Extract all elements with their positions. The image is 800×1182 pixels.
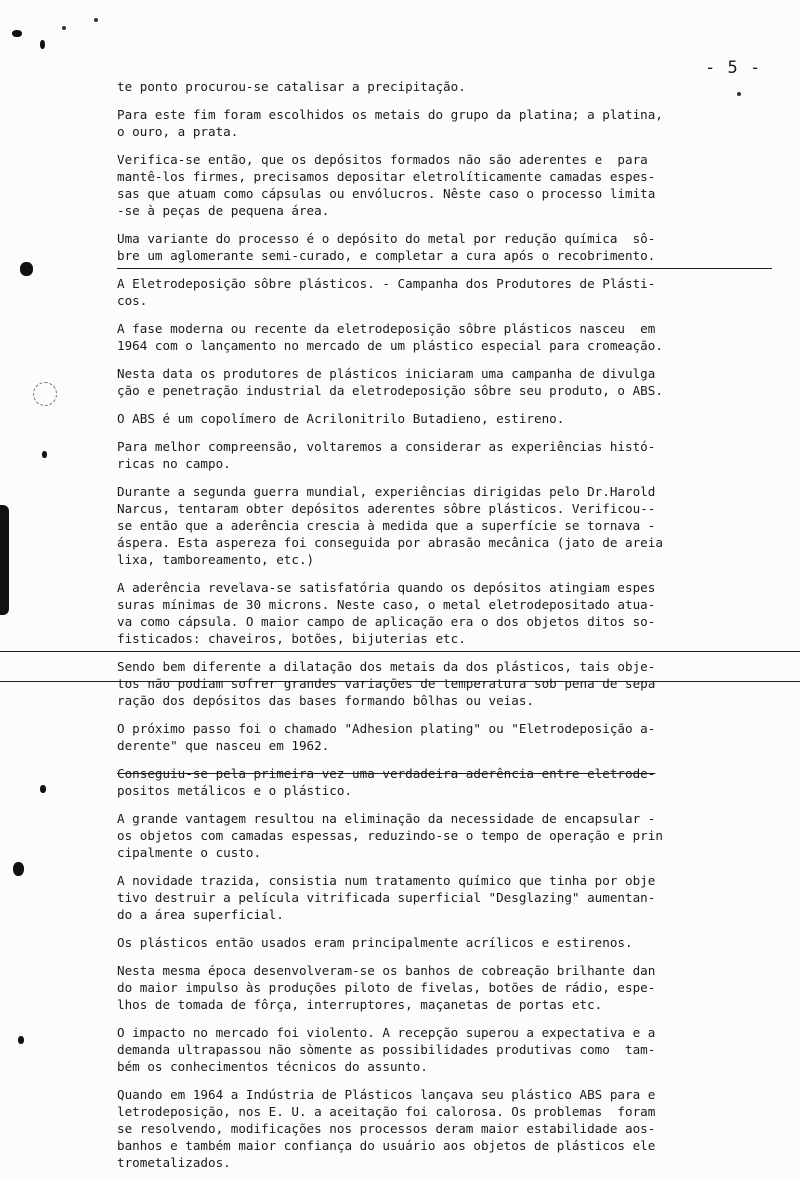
- margin-mark-6: [13, 862, 24, 876]
- text-line: A fase moderna ou recente da eletrodeposição sôbre plásticos nasceu em: [117, 321, 656, 336]
- text-line: os objetos com camadas espessas, reduzindo-se o tempo de operação e prin: [117, 828, 663, 843]
- text-line: tivo destruir a película vitrificada superficial "Desglazing" aumentan-: [117, 890, 656, 905]
- paragraph: [117, 410, 757, 427]
- text-line: Para este fim foram escolhidos os metais do grupo da platina; a platina,: [117, 107, 663, 122]
- text-line: te ponto procurou-se catalisar a precipitação.: [117, 79, 466, 94]
- text-line: cipalmente o custo.: [117, 845, 262, 860]
- text-line: Verifica-se então, que os depósitos formados não são aderentes e para: [117, 152, 648, 167]
- text-line: va como cápsula. O maior campo de aplicação era o dos objetos ditos so-: [117, 614, 656, 629]
- text-line: Conseguiu-se pela primeira vez uma verdadeira aderência entre eletrode-: [117, 766, 656, 781]
- paragraph: [117, 1024, 757, 1075]
- speck: [62, 26, 66, 30]
- text-line: A grande vantagem resultou na eliminação da necessidade de encapsular -: [117, 811, 656, 826]
- paragraph: [117, 106, 757, 140]
- separator-rule-top: [0, 651, 800, 652]
- paragraph: [117, 810, 757, 861]
- text-line: do a área superficial.: [117, 907, 284, 922]
- paragraph: [117, 230, 757, 264]
- text-line: lixa, tamboreamento, etc.): [117, 552, 315, 567]
- margin-mark-7: [18, 1036, 24, 1044]
- text-line: o ouro, a prata.: [117, 124, 239, 139]
- text-line: Sendo bem diferente a dilatação dos metais da dos plásticos, tais obje-: [117, 659, 656, 674]
- text-line: letrodeposição, nos E. U. a aceitação foi calorosa. Os problemas foram: [117, 1104, 656, 1119]
- text-line: A aderência revelava-se satisfatória quando os depósitos atingiam espes: [117, 580, 656, 595]
- text-line: Nesta data os produtores de plásticos iniciaram uma campanha de divulga: [117, 366, 656, 381]
- text-line: ção e penetração industrial da eletrodeposição sôbre seu produto, o ABS.: [117, 383, 663, 398]
- text-line: O próximo passo foi o chamado "Adhesion plating" ou "Eletrodeposição a-: [117, 721, 656, 736]
- text-line: bém os conhecimentos técnicos do assunto.: [117, 1059, 428, 1074]
- text-line: Narcus, tentaram obter depósitos aderentes sôbre plásticos. Verificou--: [117, 501, 656, 516]
- text-line: mantê-los firmes, precisamos depositar eletrolíticamente camadas espes-: [117, 169, 656, 184]
- text-line: bre um aglomerante semi-curado, e completar a cura após o recobrimento.: [117, 248, 656, 263]
- paragraph: [117, 151, 757, 219]
- text-line: suras mínimas de 30 microns. Neste caso, o metal eletrodepositado atua-: [117, 597, 656, 612]
- scan-edge-shadow: [0, 505, 9, 615]
- speck: [94, 18, 98, 22]
- paragraph: [117, 872, 757, 923]
- text-line: Nesta mesma época desenvolveram-se os banhos de cobreação brilhante dan: [117, 963, 656, 978]
- text-line: sas que atuam como cápsulas ou envólucros. Nêste caso o processo limita: [117, 186, 656, 201]
- margin-mark-3: [20, 262, 33, 276]
- paragraph: [117, 365, 757, 399]
- text-line: áspera. Esta aspereza foi conseguida por abrasão mecânica (jato de areia: [117, 535, 663, 550]
- text-line: Os plásticos então usados eram principalmente acrílicos e estirenos.: [117, 935, 633, 950]
- text-line: Durante a segunda guerra mundial, experiências dirigidas pelo Dr.Harold: [117, 484, 656, 499]
- text-line: cos.: [117, 293, 148, 308]
- paragraph: [117, 275, 757, 309]
- section-underline: [117, 268, 772, 269]
- text-line: ração dos depósitos das bases formando bôlhas ou veias.: [117, 693, 535, 708]
- margin-mark-2: [40, 40, 45, 49]
- paragraph: [117, 765, 757, 799]
- paragraph: [117, 1086, 757, 1171]
- paragraph: [117, 934, 757, 951]
- text-line: se resolvendo, modificações nos processos deram maior estabilidade aos-: [117, 1121, 656, 1136]
- text-line: O impacto no mercado foi violento. A recepção superou a expectativa e a: [117, 1025, 656, 1040]
- text-line: O ABS é um copolímero de Acrilonitrilo Butadieno, estireno.: [117, 411, 565, 426]
- text-line: banhos e também maior confiança do usuário aos objetos de plásticos ele: [117, 1138, 656, 1153]
- text-line: Para melhor compreensão, voltaremos a considerar as experiências histó-: [117, 439, 656, 454]
- text-line: A novidade trazida, consistia num tratamento químico que tinha por obje: [117, 873, 656, 888]
- text-line: Quando em 1964 a Indústria de Plásticos lançava seu plástico ABS para e: [117, 1087, 656, 1102]
- margin-mark-5: [40, 785, 46, 793]
- text-line: do maior impulso às produções piloto de fivelas, botões de rádio, espe-: [117, 980, 656, 995]
- margin-mark-1: [12, 30, 22, 37]
- margin-mark-4: [42, 451, 47, 458]
- paragraph: [117, 658, 757, 709]
- text-line: ricas no campo.: [117, 456, 231, 471]
- separator-rule-bottom: [0, 681, 800, 682]
- text-line: tos não podiam sofrer grandes variações de temperatura sob pena de sepa: [117, 676, 656, 691]
- text-line: se então que a aderência crescia à medida que a superfície se tornava -: [117, 518, 656, 533]
- text-line: -se à peças de pequena área.: [117, 203, 330, 218]
- paragraph: [117, 579, 757, 647]
- page-number: - 5 -: [705, 58, 762, 78]
- text-line: trometalizados.: [117, 1155, 231, 1170]
- paragraph: [117, 720, 757, 754]
- paragraph: [117, 78, 757, 95]
- text-line: A Eletrodeposição sôbre plásticos. - Campanha dos Produtores de Plásti-: [117, 276, 656, 291]
- text-line: lhos de tomada de fôrça, interruptores, maçanetas de portas etc.: [117, 997, 603, 1012]
- document-body: [117, 78, 757, 1182]
- paragraph: [117, 320, 757, 354]
- text-line: positos metálicos e o plástico.: [117, 783, 353, 798]
- text-line: Uma variante do processo é o depósito do metal por redução química sô-: [117, 231, 656, 246]
- paragraph: [117, 438, 757, 472]
- paragraph: [117, 483, 757, 568]
- text-line: 1964 com o lançamento no mercado de um plástico especial para cromeação.: [117, 338, 663, 353]
- punch-hole: [33, 382, 57, 406]
- text-line: derente" que nasceu em 1962.: [117, 738, 330, 753]
- speck: [737, 92, 741, 96]
- text-line: demanda ultrapassou não sòmente as possibilidades produtivas como tam-: [117, 1042, 656, 1057]
- text-line: fisticados: chaveiros, botões, bijuterias etc.: [117, 631, 466, 646]
- paragraph: [117, 962, 757, 1013]
